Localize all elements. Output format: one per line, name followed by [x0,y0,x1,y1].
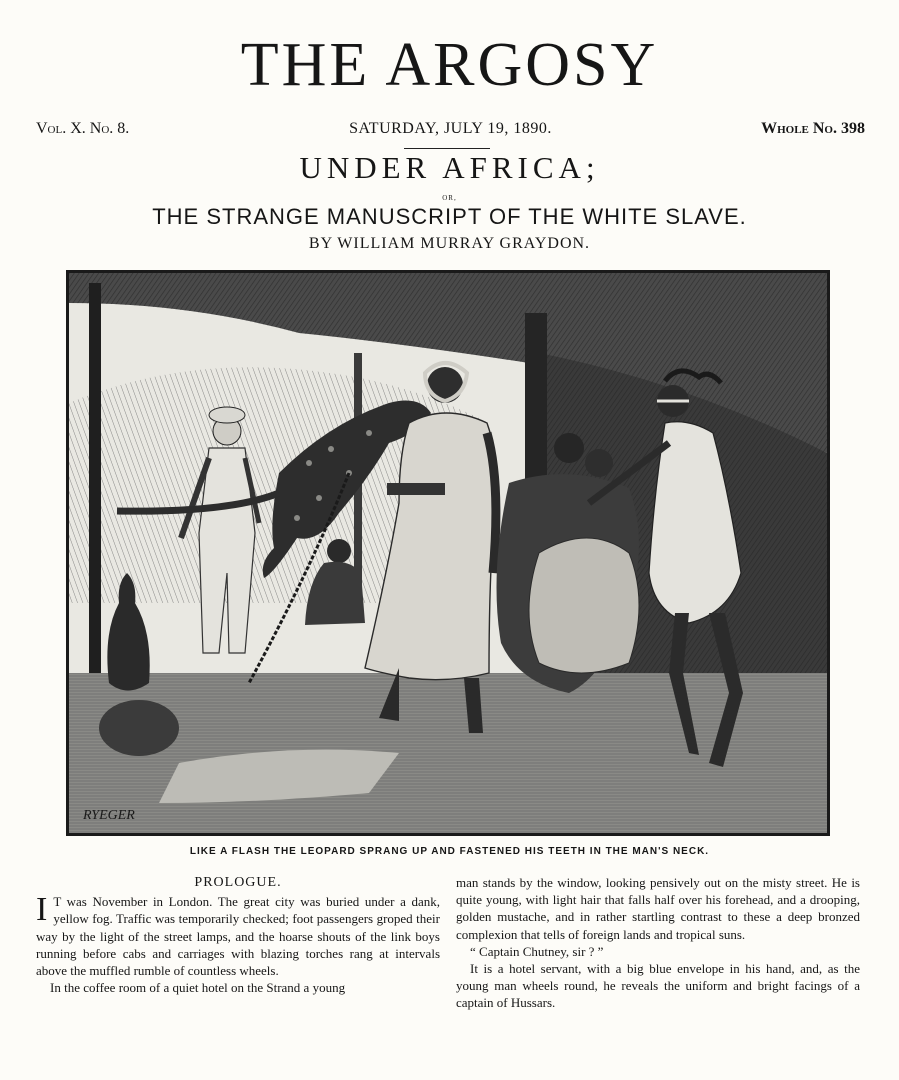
issue-date: SATURDAY, JULY 19, 1890. [349,120,552,137]
paragraph-2-start: In the coffee room of a quiet hotel on the Strand a young [50,980,346,996]
paragraph-1-text: T was November in London. The great city was buried under a dank, yellow fog. Traffic was temporarily checked; foot passengers groped their way by the light of the street lamps, and the hoarse shouts of the link boys running before cabs and carriages with blazing torches rang at intervals above the muffled rumble of countless wheels. [36,894,440,979]
masthead-title: THE ARGOSY [240,31,659,99]
artist-signature: RYEGER [83,808,135,823]
whole-number: Whole No. 398 [761,120,865,137]
title-divider [404,148,490,149]
story-title: UNDER AFRICA; [299,150,600,185]
robed-man-head [427,367,463,403]
paragraph-3: “ Captain Chutney, sir ? ” [470,943,604,959]
article-column-right [456,874,860,1012]
paragraph-4: It is a hotel servant, with a big blue envelope in his hand, and, as the young man wheels round, he reveals the uniform and bright facings of a captain of Hussars. [456,961,860,1011]
paragraph-2-end: man stands by the window, looking pensively out on the misty street. He is quite young, with light hair that falls half over his forehead, and a drooping, golden mustache, and in rather startling contrast to these a deep bronzed complexion that tells of foreign lands and tropical suns. [456,875,860,942]
pot [99,700,179,756]
engraving-illustration [66,270,830,836]
story-subtitle: THE STRANGE MANUSCRIPT OF THE WHITE SLAVE. [152,204,747,229]
paragraph-1 [36,893,440,979]
tent-pole-left [89,283,101,703]
illustration-caption: LIKE A FLASH THE LEOPARD SPRANG UP AND FASTENED HIS TEETH IN THE MAN'S NECK. [189,846,710,857]
prologue-heading: PROLOGUE. [194,875,282,890]
issue-line [36,120,865,144]
story-byline: BY WILLIAM MURRAY GRAYDON. [308,235,591,252]
volume-number: Vol. X. No. 8. [36,120,130,137]
article-column-left [36,874,440,996]
story-conjunction: OR, [442,194,457,202]
tent-pole-right [525,313,547,493]
drop-cap: I [36,891,48,929]
